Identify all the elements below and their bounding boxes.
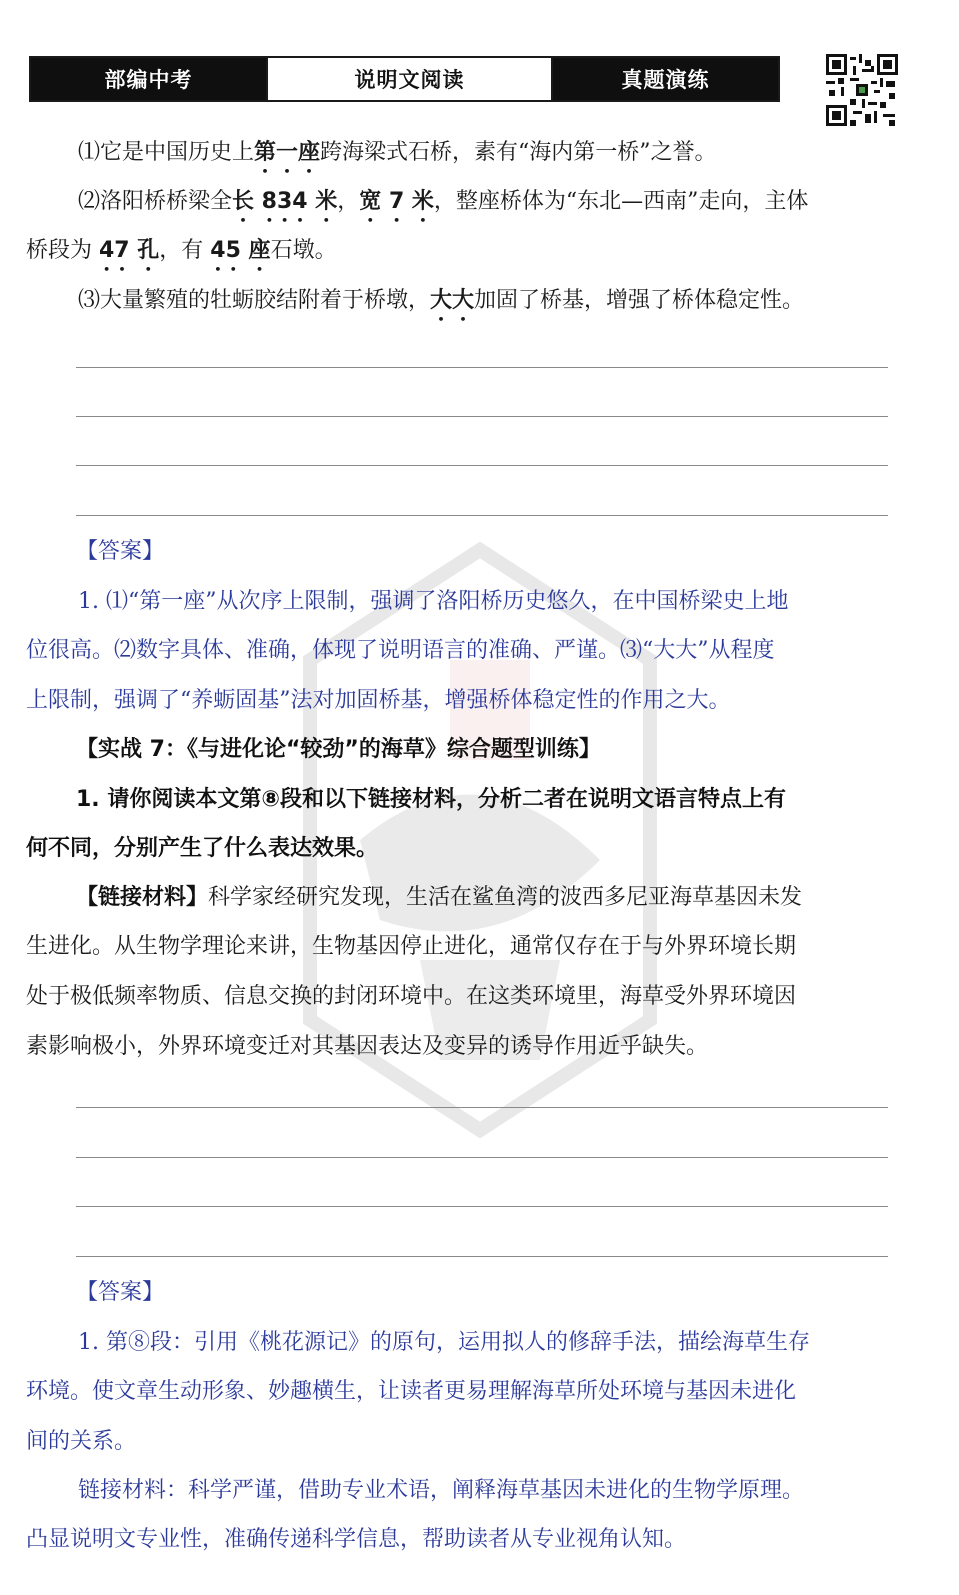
header-bar bbox=[29, 56, 780, 102]
header-tab-left: 部编中考 bbox=[31, 58, 266, 100]
sentence-2b-pre: 桥段为 bbox=[26, 238, 99, 263]
sentence-3 bbox=[78, 286, 958, 326]
link-material-line-2: 生进化。从生物学理论来讲，生物基因停止进化，通常仅存在于与外界环境长期 bbox=[26, 934, 797, 959]
answer-line-8[interactable] bbox=[76, 1256, 888, 1257]
sentence-3-emphasis: 大大 bbox=[430, 288, 475, 313]
answer-1-label: 【答案】 bbox=[76, 539, 165, 564]
sentence-2b-post: 石墩。 bbox=[270, 238, 337, 263]
answer-line-1[interactable] bbox=[76, 367, 888, 368]
link-material-line-4: 素影响极小，外界环境变迁对其基因表达及变异的诱导作用近乎缺失。 bbox=[26, 1034, 709, 1059]
sentence-1 bbox=[78, 138, 958, 178]
answer-2-line-3: 间的关系。 bbox=[26, 1429, 137, 1454]
answer-line-6[interactable] bbox=[76, 1157, 888, 1158]
answer-line-3[interactable] bbox=[76, 465, 888, 466]
sentence-2-continued bbox=[26, 236, 906, 276]
answer-2-label: 【答案】 bbox=[76, 1280, 165, 1305]
answer-line-5[interactable] bbox=[76, 1107, 888, 1108]
sentence-2 bbox=[78, 187, 958, 227]
link-material-line-1 bbox=[76, 883, 956, 913]
answer-1-line-3: 上限制，强调了“养蛎固基”法对加固桥基，增强桥体稳定性的作用之大。 bbox=[26, 688, 731, 713]
sentence-2b-mid: ，有 bbox=[159, 238, 211, 263]
sentence-2-emphasis-width: 宽 7 米 bbox=[359, 189, 434, 214]
sentence-2-mid: ， bbox=[337, 189, 360, 214]
header-tab-right: 真题演练 bbox=[553, 58, 778, 100]
section-title: 【实战 7：《与进化论“较劲”的海草》综合题型训练】 bbox=[76, 737, 601, 762]
sentence-3-pre: ⑶大量繁殖的牡蛎胶结附着于桥墩， bbox=[78, 288, 431, 313]
link-material-text-1: 科学家经研究发现，生活在鲨鱼湾的波西多尼亚海草基因未发 bbox=[208, 885, 803, 910]
sentence-1-post: 跨海梁式石桥，素有“海内第一桥”之誉。 bbox=[320, 140, 717, 165]
answer-2-line-1: 1. 第⑧段：引用《桃花源记》的原句，运用拟人的修辞手法，描绘海草生存 bbox=[78, 1330, 810, 1355]
answer-line-2[interactable] bbox=[76, 416, 888, 417]
sentence-1-pre: ⑴它是中国历史上 bbox=[78, 140, 255, 165]
sentence-2-pre: ⑵洛阳桥桥梁全 bbox=[78, 189, 233, 214]
answer-2-line-5: 凸显说明文专业性，准确传递科学信息，帮助读者从专业视角认知。 bbox=[26, 1527, 687, 1552]
link-material-label: 【链接材料】 bbox=[76, 885, 209, 910]
sentence-1-emphasis: 第一座 bbox=[254, 140, 321, 165]
answer-2-line-2: 环境。使文章生动形象、妙趣横生，让读者更易理解海草所处环境与基因未进化 bbox=[26, 1379, 797, 1404]
sentence-2b-emphasis-arches: 47 孔 bbox=[99, 238, 160, 263]
link-material-line-3: 处于极低频率物质、信息交换的封闭环境中。在这类环境里，海草受外界环境因 bbox=[26, 984, 797, 1009]
answer-1-line-1: 1. ⑴“第一座”从次序上限制，强调了洛阳桥历史悠久，在中国桥梁史上地 bbox=[78, 589, 789, 614]
question-line-1: 1. 请你阅读本文第⑧段和以下链接材料，分析二者在说明文语言特点上有 bbox=[76, 787, 786, 812]
sentence-3-post: 加固了桥基，增强了桥体稳定性。 bbox=[474, 288, 805, 313]
answer-1-line-2: 位很高。⑵数字具体、准确，体现了说明语言的准确、严谨。⑶“大大”从程度 bbox=[26, 638, 775, 663]
answer-line-7[interactable] bbox=[76, 1206, 888, 1207]
answer-line-4[interactable] bbox=[76, 515, 888, 516]
sentence-2-post: ，整座桥体为“东北—西南”走向，主体 bbox=[433, 189, 809, 214]
answer-2-line-4: 链接材料：科学严谨，借助专业术语，阐释海草基因未进化的生物学原理。 bbox=[78, 1478, 805, 1503]
sentence-2-emphasis-length: 长 834 米 bbox=[232, 189, 338, 214]
question-line-2: 何不同，分别产生了什么表达效果。 bbox=[26, 836, 379, 861]
header-tab-middle: 说明文阅读 bbox=[266, 58, 553, 100]
qr-code-icon bbox=[826, 54, 898, 126]
sentence-2b-emphasis-piers: 45 座 bbox=[210, 238, 271, 263]
